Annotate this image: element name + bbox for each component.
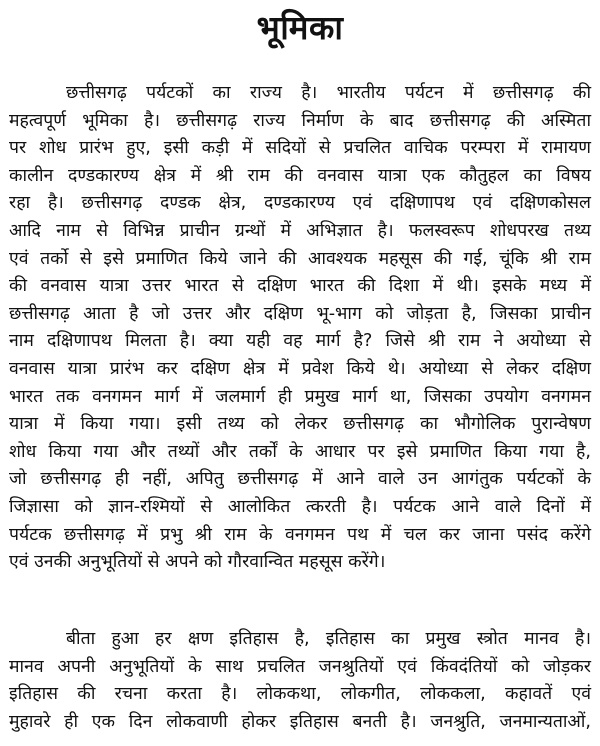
text-line: छत्तीसगढ़ आता है जो उत्तर और दक्षिण भू-भाग को जोड़ता है, जिसका प्राचीन (9, 303, 591, 324)
text-line: नाम दक्षिणापथ मिलता है। क्या यही वह मार्ग है? जिसे श्री राम ने अयोध्या से (9, 331, 591, 352)
text-line: मानव अपनी अनुभूतियों के साथ प्रचलित जनश्रुतियों एवं किंवदंतियों को जोड़कर (9, 656, 591, 677)
text-line: भारत तक वनगमन मार्ग में जलमार्ग ही प्रमुख मार्ग था, जिसका उपयोग वनगमन (9, 386, 591, 407)
text-line: जो छत्तीसगढ़ ही नहीं, अपितु छत्तीसगढ़ में आने वाले उन आगंतुक पर्यटकों के (9, 469, 591, 490)
text-line: बीता हुआ हर क्षण इतिहास है, इतिहास का प्रमुख स्त्रोत मानव है। (66, 629, 591, 649)
text-line: मुहावरे ही एक दिन लोकवाणी होकर इतिहास बनती है। जनश्रुति, जनमान्यताओं, (9, 711, 591, 732)
text-line: वनवास यात्रा प्रारंभ कर दक्षिण क्षेत्र में प्रवेश किये थे। अयोध्या से लेकर दक्षिण (9, 358, 591, 379)
text-line: यात्रा में किया गया। इसी तथ्य को लेकर छत्तीसगढ़ का भौगोलिक पुरान्वेषण (9, 414, 591, 435)
text-line: छत्तीसगढ़ पर्यटकों का राज्य है। भारतीय पर्यटन में छत्तीसगढ़ की (66, 83, 591, 103)
text-line: एवं तर्को से इसे प्रमाणित किये जाने की आवश्यक महसूस की गई, चूंकि श्री राम (9, 248, 591, 269)
text-line: की वनवास यात्रा उत्तर भारत से दक्षिण भारत की दिशा में थी। इसके मध्य में (9, 276, 591, 297)
text-line: पर्यटक छत्तीसगढ़ में प्रभु श्री राम के वनगमन पथ में चल कर जाना पसंद करेंगे (9, 524, 591, 545)
text-line: शोध किया गया और तथ्यों और तर्कों के आधार पर इसे प्रमाणित किया गया है, (9, 441, 591, 462)
paragraph-1 (9, 80, 591, 577)
text-line: आदि नाम से विभिन्न प्राचीन ग्रन्थों में अभिज्ञात है। फलस्वरूप शोधपरख तथ्य (9, 220, 591, 241)
text-line: कालीन दण्डकारण्य क्षेत्र में श्री राम की वनवास यात्रा एक कौतुहल का विषय (9, 165, 591, 186)
text-line: रहा है। छत्तीसगढ़ दण्डक क्षेत्र, दण्डकारण्य एवं दक्षिणापथ एवं दक्षिणकोसल (9, 193, 591, 214)
paragraph-2 (9, 626, 591, 736)
text-line: जिज्ञासा को ज्ञान-रश्मियों से आलोकित त्करती है। पर्यटक आने वाले दिनों में (9, 496, 591, 517)
text-line: पर शोध प्रारंभ हुए, इसी कड़ी में सदियों से प्रचलित वाचिक परम्परा में रामायण (9, 138, 591, 159)
text-line: एवं उनकी अनुभूतियों से अपने को गौरवान्वित महसूस करेंगे। (9, 552, 386, 573)
text-line: महत्वपूर्ण भूमिका है। छत्तीसगढ़ राज्य निर्माण के बाद छत्तीसगढ़ की अस्मिता (9, 110, 591, 131)
page-title: भूमिका (256, 8, 344, 47)
text-line: इतिहास की रचना करता है। लोककथा, लोकगीत, लोककला, कहावतें एवं (9, 684, 591, 705)
